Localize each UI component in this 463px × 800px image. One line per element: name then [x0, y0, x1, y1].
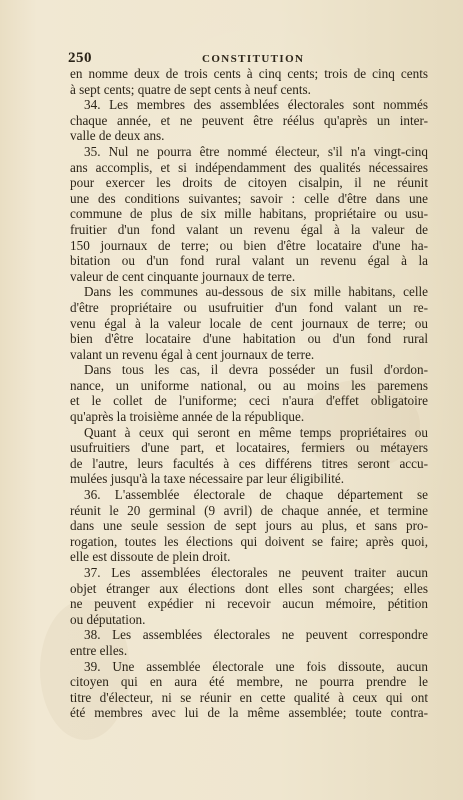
text-line: 37. Les assemblées électorales ne peuvent traiter aucun	[84, 565, 428, 580]
text-line: de l'autre, leurs facultés à ces différens titres seront accu-	[70, 455, 428, 471]
text-line: nance, un uniforme national, ou au moins les paremens	[70, 377, 428, 393]
text-line: bien d'être locataire d'une habitation ou d'un fond rural	[70, 331, 428, 347]
text-line: objet étranger aux élections dont elles sont chargées; elles	[70, 580, 428, 596]
text-line: et le collet de l'uniforme; ceci n'aura d'effet obligatoire	[70, 393, 428, 409]
page-header	[68, 50, 423, 66]
text-line: été membres avec lui de la même assemblée; toute contra-	[70, 705, 428, 721]
text-line: 35. Nul ne pourra être nommé électeur, s'il n'a vingt-cinq	[84, 143, 428, 159]
text-line: d'être propriétaire ou usufruitier d'un fond valant un re-	[70, 299, 428, 315]
text-line: à sept cents; quatre de sept cents à neuf cents.	[70, 81, 311, 97]
text-line: en nomme deux de trois cents à cinq cents; trois de cinq cents	[70, 66, 428, 81]
text-line: 150 journaux de terre; ou bien d'être locataire d'une ha-	[70, 237, 428, 253]
text-line: ne peuvent expédier ni recevoir aucun mémoire, pétition	[70, 596, 428, 612]
text-line: fruitier d'un fond valant un revenu égal à la valeur de	[70, 221, 428, 237]
text-line: 39. Une assemblée électorale une fois dissoute, aucun	[84, 658, 428, 674]
text-line: bitation ou d'un fond rural valant un revenu égal à la	[70, 253, 428, 269]
text-line: valant un revenu égal à cent journaux de terre.	[70, 346, 315, 362]
text-line: citoyen qui en aura été membre, ne pourra prendre le	[70, 674, 428, 690]
text-line: 36. L'assemblée électorale de chaque département se	[84, 487, 428, 503]
text-line: entre elles.	[70, 642, 128, 658]
text-line: commune de plus de six mille habitans, propriétaire ou usu-	[70, 206, 428, 222]
text-line: Dans les communes au-dessous de six mille habitans, celle	[84, 284, 428, 300]
text-line: pour exercer les droits de citoyen cisalpin, il ne réunit	[70, 175, 428, 191]
text-line: titre d'électeur, ni se réunir en cette qualité à ceux qui ont	[70, 689, 428, 705]
text-line: Quant à ceux qui seront en même temps propriétaires ou	[84, 424, 428, 440]
page-number: 250	[68, 50, 92, 66]
text-line: chaque année, et ne peuvent être réélus qu'après un inter-	[70, 112, 428, 128]
text-line: venu égal à la valeur locale de cent journaux de terre; ou	[70, 315, 428, 331]
text-line: dans une seule session de sept jours au plus, et sans pro-	[70, 518, 428, 534]
text-line: Dans tous les cas, il devra posséder un fusil d'ordon-	[84, 362, 428, 378]
text-line: valle de deux ans.	[70, 128, 165, 144]
text-line: mulées jusqu'à la taxe nécessaire par leur éligibilité.	[70, 471, 345, 487]
text-line: qu'après la troisième année de la république.	[70, 409, 305, 425]
text-line: une des conditions suivantes; savoir : celle d'être dans une	[70, 190, 428, 206]
text-line: elle est dissoute de plein droit.	[70, 549, 231, 565]
text-line: valeur de cent cinquante journaux de terre.	[70, 268, 296, 284]
text-line: ans accomplis, et si indépendamment des qualités nécessaires	[70, 159, 428, 175]
text-line: rogation, toutes les élections qui doivent se faire; après quoi,	[70, 533, 428, 549]
text-line: 34. Les membres des assemblées électorales sont nommés	[84, 97, 428, 113]
text-line: usufruitiers d'une part, et locataires, fermiers ou métayers	[70, 440, 428, 456]
running-head: CONSTITUTION	[202, 53, 305, 65]
body-text	[70, 66, 428, 721]
text-line: ou députation.	[70, 611, 146, 627]
text-line: 38. Les assemblées électorales ne peuvent correspondre	[84, 627, 428, 643]
text-line: réunit le 20 germinal (9 avril) de chaque année, et termine	[70, 502, 428, 518]
